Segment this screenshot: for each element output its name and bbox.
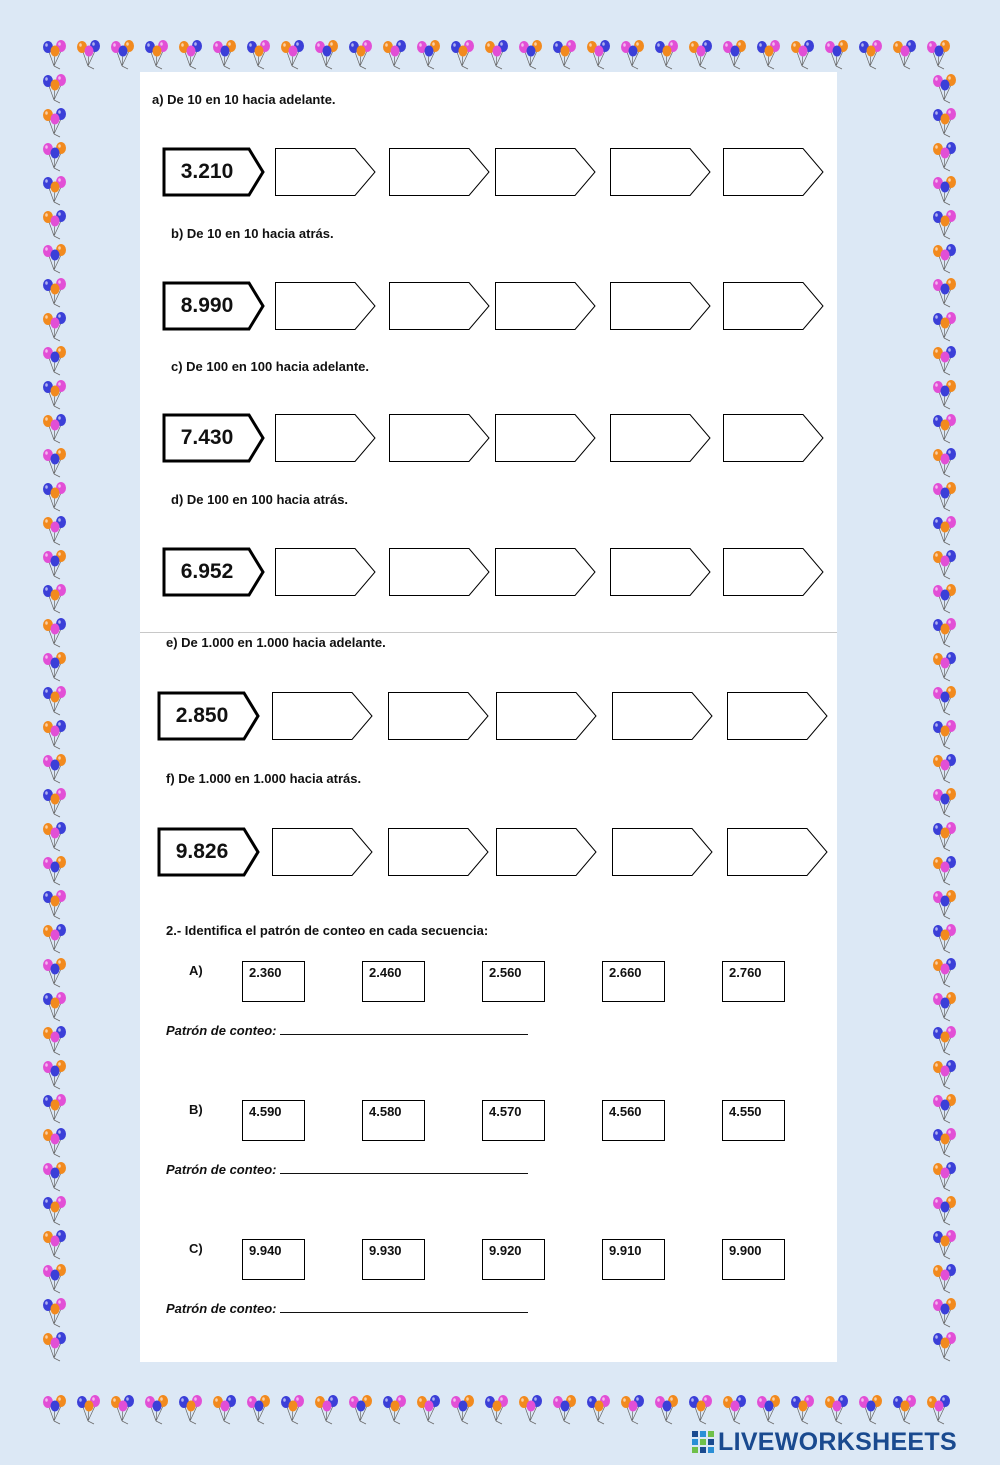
balloon-icon (720, 1395, 750, 1425)
balloon-icon (856, 40, 886, 70)
start-tag-b (163, 282, 265, 330)
balloon-icon (930, 788, 960, 818)
pattern-label-a: Patrón de conteo: (166, 1023, 277, 1038)
exercise-label-e: e) De 1.000 en 1.000 hacia adelante. (166, 635, 386, 650)
balloon-icon (40, 74, 70, 104)
balloon-icon (40, 618, 70, 648)
answer-tag-a-5[interactable] (723, 148, 825, 196)
sequence-c-box-5: 9.900 (722, 1239, 785, 1280)
balloon-icon (40, 1026, 70, 1056)
exercise-label-f: f) De 1.000 en 1.000 hacia atrás. (166, 771, 362, 786)
balloon-icon (142, 1395, 172, 1425)
answer-tag-b-3[interactable] (495, 282, 597, 330)
balloon-icon (74, 1395, 104, 1425)
balloon-icon (930, 176, 960, 206)
liveworksheets-logo-text: LIVEWORKSHEETS (718, 1427, 957, 1456)
answer-tag-e-3[interactable] (496, 692, 598, 740)
balloon-icon (930, 1060, 960, 1090)
balloon-icon (40, 1298, 70, 1328)
balloon-icon (40, 516, 70, 546)
balloon-icon (930, 1298, 960, 1328)
sequence-c-box-1: 9.940 (242, 1239, 305, 1280)
sequence-letter-a: A) (189, 963, 203, 978)
exercise-label-c: c) De 100 en 100 hacia adelante. (171, 359, 369, 374)
balloon-icon (380, 1395, 410, 1425)
page-divider (140, 632, 837, 633)
balloon-icon (40, 414, 70, 444)
balloon-icon (652, 40, 682, 70)
balloon-icon (40, 244, 70, 274)
balloon-icon (754, 40, 784, 70)
sequence-b-box-4: 4.560 (602, 1100, 665, 1141)
answer-tag-a-2[interactable] (389, 148, 491, 196)
sequence-letter-b: B) (189, 1102, 203, 1117)
balloon-icon (788, 40, 818, 70)
exercise-label-b: b) De 10 en 10 hacia atrás. (171, 226, 334, 241)
start-value-c: 7.430 (180, 426, 234, 449)
balloon-icon (924, 40, 954, 70)
sequence-c-box-3: 9.920 (482, 1239, 545, 1280)
balloon-icon (930, 618, 960, 648)
balloon-icon (482, 1395, 512, 1425)
sequence-b-box-5: 4.550 (722, 1100, 785, 1141)
balloon-icon (176, 40, 206, 70)
start-value-a: 3.210 (180, 160, 234, 183)
balloon-icon (822, 40, 852, 70)
answer-tag-e-2[interactable] (388, 692, 490, 740)
balloon-icon (930, 142, 960, 172)
pattern-answer-c[interactable] (280, 1300, 528, 1313)
balloon-icon (108, 1395, 138, 1425)
balloon-icon (40, 312, 70, 342)
start-value-b: 8.990 (180, 294, 234, 317)
balloon-icon (40, 890, 70, 920)
balloon-icon (618, 40, 648, 70)
balloon-icon (930, 1094, 960, 1124)
balloon-icon (40, 380, 70, 410)
balloon-icon (40, 1162, 70, 1192)
answer-tag-f-1[interactable] (272, 828, 374, 876)
answer-tag-f-4[interactable] (612, 828, 714, 876)
balloon-icon (40, 210, 70, 240)
balloon-icon (930, 890, 960, 920)
start-value-e: 2.850 (175, 704, 229, 727)
answer-tag-f-5[interactable] (727, 828, 829, 876)
balloon-icon (930, 346, 960, 376)
answer-tag-c-4[interactable] (610, 414, 712, 462)
balloon-icon (74, 40, 104, 70)
start-tag-e (158, 692, 260, 740)
sequence-b-box-2: 4.580 (362, 1100, 425, 1141)
balloon-icon (924, 1395, 954, 1425)
answer-tag-d-3[interactable] (495, 548, 597, 596)
sequence-b-box-3: 4.570 (482, 1100, 545, 1141)
balloon-icon (890, 40, 920, 70)
sequence-a-box-1: 2.360 (242, 961, 305, 1002)
balloon-icon (40, 992, 70, 1022)
answer-tag-c-3[interactable] (495, 414, 597, 462)
balloon-icon (40, 278, 70, 308)
balloon-icon (40, 822, 70, 852)
balloon-icon (930, 992, 960, 1022)
sequence-b-box-1: 4.590 (242, 1100, 305, 1141)
balloon-icon (930, 1026, 960, 1056)
balloon-icon (516, 40, 546, 70)
balloon-icon (930, 1162, 960, 1192)
balloon-icon (890, 1395, 920, 1425)
balloon-icon (176, 1395, 206, 1425)
balloon-icon (40, 754, 70, 784)
balloon-icon (346, 1395, 376, 1425)
balloon-icon (40, 856, 70, 886)
balloon-icon (930, 584, 960, 614)
balloon-icon (930, 822, 960, 852)
balloon-icon (930, 958, 960, 988)
balloon-icon (40, 1264, 70, 1294)
balloon-icon (930, 754, 960, 784)
balloon-icon (720, 40, 750, 70)
balloon-icon (930, 1332, 960, 1362)
balloon-icon (652, 1395, 682, 1425)
balloon-icon (40, 346, 70, 376)
balloon-icon (40, 1395, 70, 1425)
balloon-icon (930, 652, 960, 682)
balloon-icon (930, 210, 960, 240)
sequence-c-box-4: 9.910 (602, 1239, 665, 1280)
exercise2-title: 2.- Identifica el patrón de conteo en cada secuencia: (166, 923, 489, 938)
answer-tag-d-2[interactable] (389, 548, 491, 596)
balloon-icon (516, 1395, 546, 1425)
pattern-answer-b[interactable] (280, 1161, 528, 1174)
answer-tag-a-1[interactable] (275, 148, 377, 196)
balloon-icon (40, 958, 70, 988)
sequence-a-box-2: 2.460 (362, 961, 425, 1002)
answer-tag-b-1[interactable] (275, 282, 377, 330)
balloon-icon (754, 1395, 784, 1425)
balloon-icon (930, 1128, 960, 1158)
balloon-icon (930, 516, 960, 546)
answer-tag-e-4[interactable] (612, 692, 714, 740)
balloon-icon (930, 550, 960, 580)
sequence-a-box-4: 2.660 (602, 961, 665, 1002)
balloon-icon (40, 142, 70, 172)
balloon-icon (40, 720, 70, 750)
balloon-icon (40, 1332, 70, 1362)
exercise-label-a: a) De 10 en 10 hacia adelante. (152, 92, 336, 107)
balloon-icon (930, 1196, 960, 1226)
balloon-icon (40, 176, 70, 206)
answer-tag-c-1[interactable] (275, 414, 377, 462)
balloon-icon (930, 74, 960, 104)
balloon-icon (278, 40, 308, 70)
answer-tag-b-4[interactable] (610, 282, 712, 330)
balloon-icon (930, 278, 960, 308)
balloon-icon (40, 482, 70, 512)
balloon-icon (40, 40, 70, 70)
start-value-d: 6.952 (180, 560, 234, 583)
answer-tag-d-5[interactable] (723, 548, 825, 596)
balloon-icon (40, 108, 70, 138)
balloon-icon (40, 550, 70, 580)
balloon-icon (312, 40, 342, 70)
balloon-icon (930, 1230, 960, 1260)
sequence-a-box-3: 2.560 (482, 961, 545, 1002)
balloon-icon (40, 1060, 70, 1090)
answer-tag-f-2[interactable] (388, 828, 490, 876)
balloon-icon (930, 686, 960, 716)
answer-tag-e-1[interactable] (272, 692, 374, 740)
balloon-icon (244, 1395, 274, 1425)
balloon-icon (930, 244, 960, 274)
balloon-icon (930, 312, 960, 342)
balloon-icon (930, 856, 960, 886)
pattern-label-c: Patrón de conteo: (166, 1301, 277, 1316)
exercise-label-d: d) De 100 en 100 hacia atrás. (171, 492, 349, 507)
balloon-icon (856, 1395, 886, 1425)
start-tag-a (163, 148, 265, 196)
balloon-icon (930, 108, 960, 138)
balloon-icon (414, 1395, 444, 1425)
sequence-c-box-2: 9.930 (362, 1239, 425, 1280)
balloon-icon (346, 40, 376, 70)
start-tag-d (163, 548, 265, 596)
pattern-answer-a[interactable] (280, 1022, 528, 1035)
answer-tag-b-2[interactable] (389, 282, 491, 330)
sequence-letter-c: C) (189, 1241, 203, 1256)
balloon-icon (414, 40, 444, 70)
balloon-icon (618, 1395, 648, 1425)
balloon-icon (40, 1230, 70, 1260)
balloon-icon (448, 40, 478, 70)
answer-tag-d-1[interactable] (275, 548, 377, 596)
liveworksheets-logo[interactable] (692, 1428, 957, 1456)
balloon-icon (380, 40, 410, 70)
start-tag-f (158, 828, 260, 876)
balloon-icon (686, 40, 716, 70)
answer-tag-a-4[interactable] (610, 148, 712, 196)
sequence-a-box-5: 2.760 (722, 961, 785, 1002)
start-tag-c (163, 414, 265, 462)
pattern-line-a (166, 1022, 528, 1038)
balloon-icon (930, 380, 960, 410)
balloon-icon (930, 414, 960, 444)
balloon-icon (482, 40, 512, 70)
balloon-icon (244, 40, 274, 70)
balloon-icon (686, 1395, 716, 1425)
answer-tag-d-4[interactable] (610, 548, 712, 596)
answer-tag-f-3[interactable] (496, 828, 598, 876)
balloon-icon (312, 1395, 342, 1425)
answer-tag-c-5[interactable] (723, 414, 825, 462)
balloon-icon (40, 1196, 70, 1226)
balloon-icon (584, 1395, 614, 1425)
balloon-icon (930, 482, 960, 512)
balloon-icon (142, 40, 172, 70)
balloon-icon (40, 652, 70, 682)
balloon-icon (788, 1395, 818, 1425)
balloon-icon (550, 1395, 580, 1425)
balloon-icon (930, 1264, 960, 1294)
balloon-icon (40, 686, 70, 716)
answer-tag-b-5[interactable] (723, 282, 825, 330)
answer-tag-a-3[interactable] (495, 148, 597, 196)
liveworksheets-logo-icon (692, 1431, 714, 1453)
balloon-icon (930, 720, 960, 750)
balloon-icon (40, 1094, 70, 1124)
start-value-f: 9.826 (175, 840, 229, 863)
balloon-icon (584, 40, 614, 70)
balloon-icon (108, 40, 138, 70)
balloon-icon (822, 1395, 852, 1425)
balloon-icon (40, 1128, 70, 1158)
balloon-icon (210, 40, 240, 70)
pattern-label-b: Patrón de conteo: (166, 1162, 277, 1177)
balloon-icon (278, 1395, 308, 1425)
pattern-line-b (166, 1161, 528, 1177)
balloon-icon (210, 1395, 240, 1425)
balloon-icon (550, 40, 580, 70)
balloon-icon (448, 1395, 478, 1425)
balloon-icon (930, 448, 960, 478)
balloon-icon (40, 924, 70, 954)
balloon-icon (40, 448, 70, 478)
balloon-icon (40, 584, 70, 614)
answer-tag-e-5[interactable] (727, 692, 829, 740)
balloon-icon (40, 788, 70, 818)
answer-tag-c-2[interactable] (389, 414, 491, 462)
balloon-icon (930, 924, 960, 954)
pattern-line-c (166, 1300, 528, 1316)
